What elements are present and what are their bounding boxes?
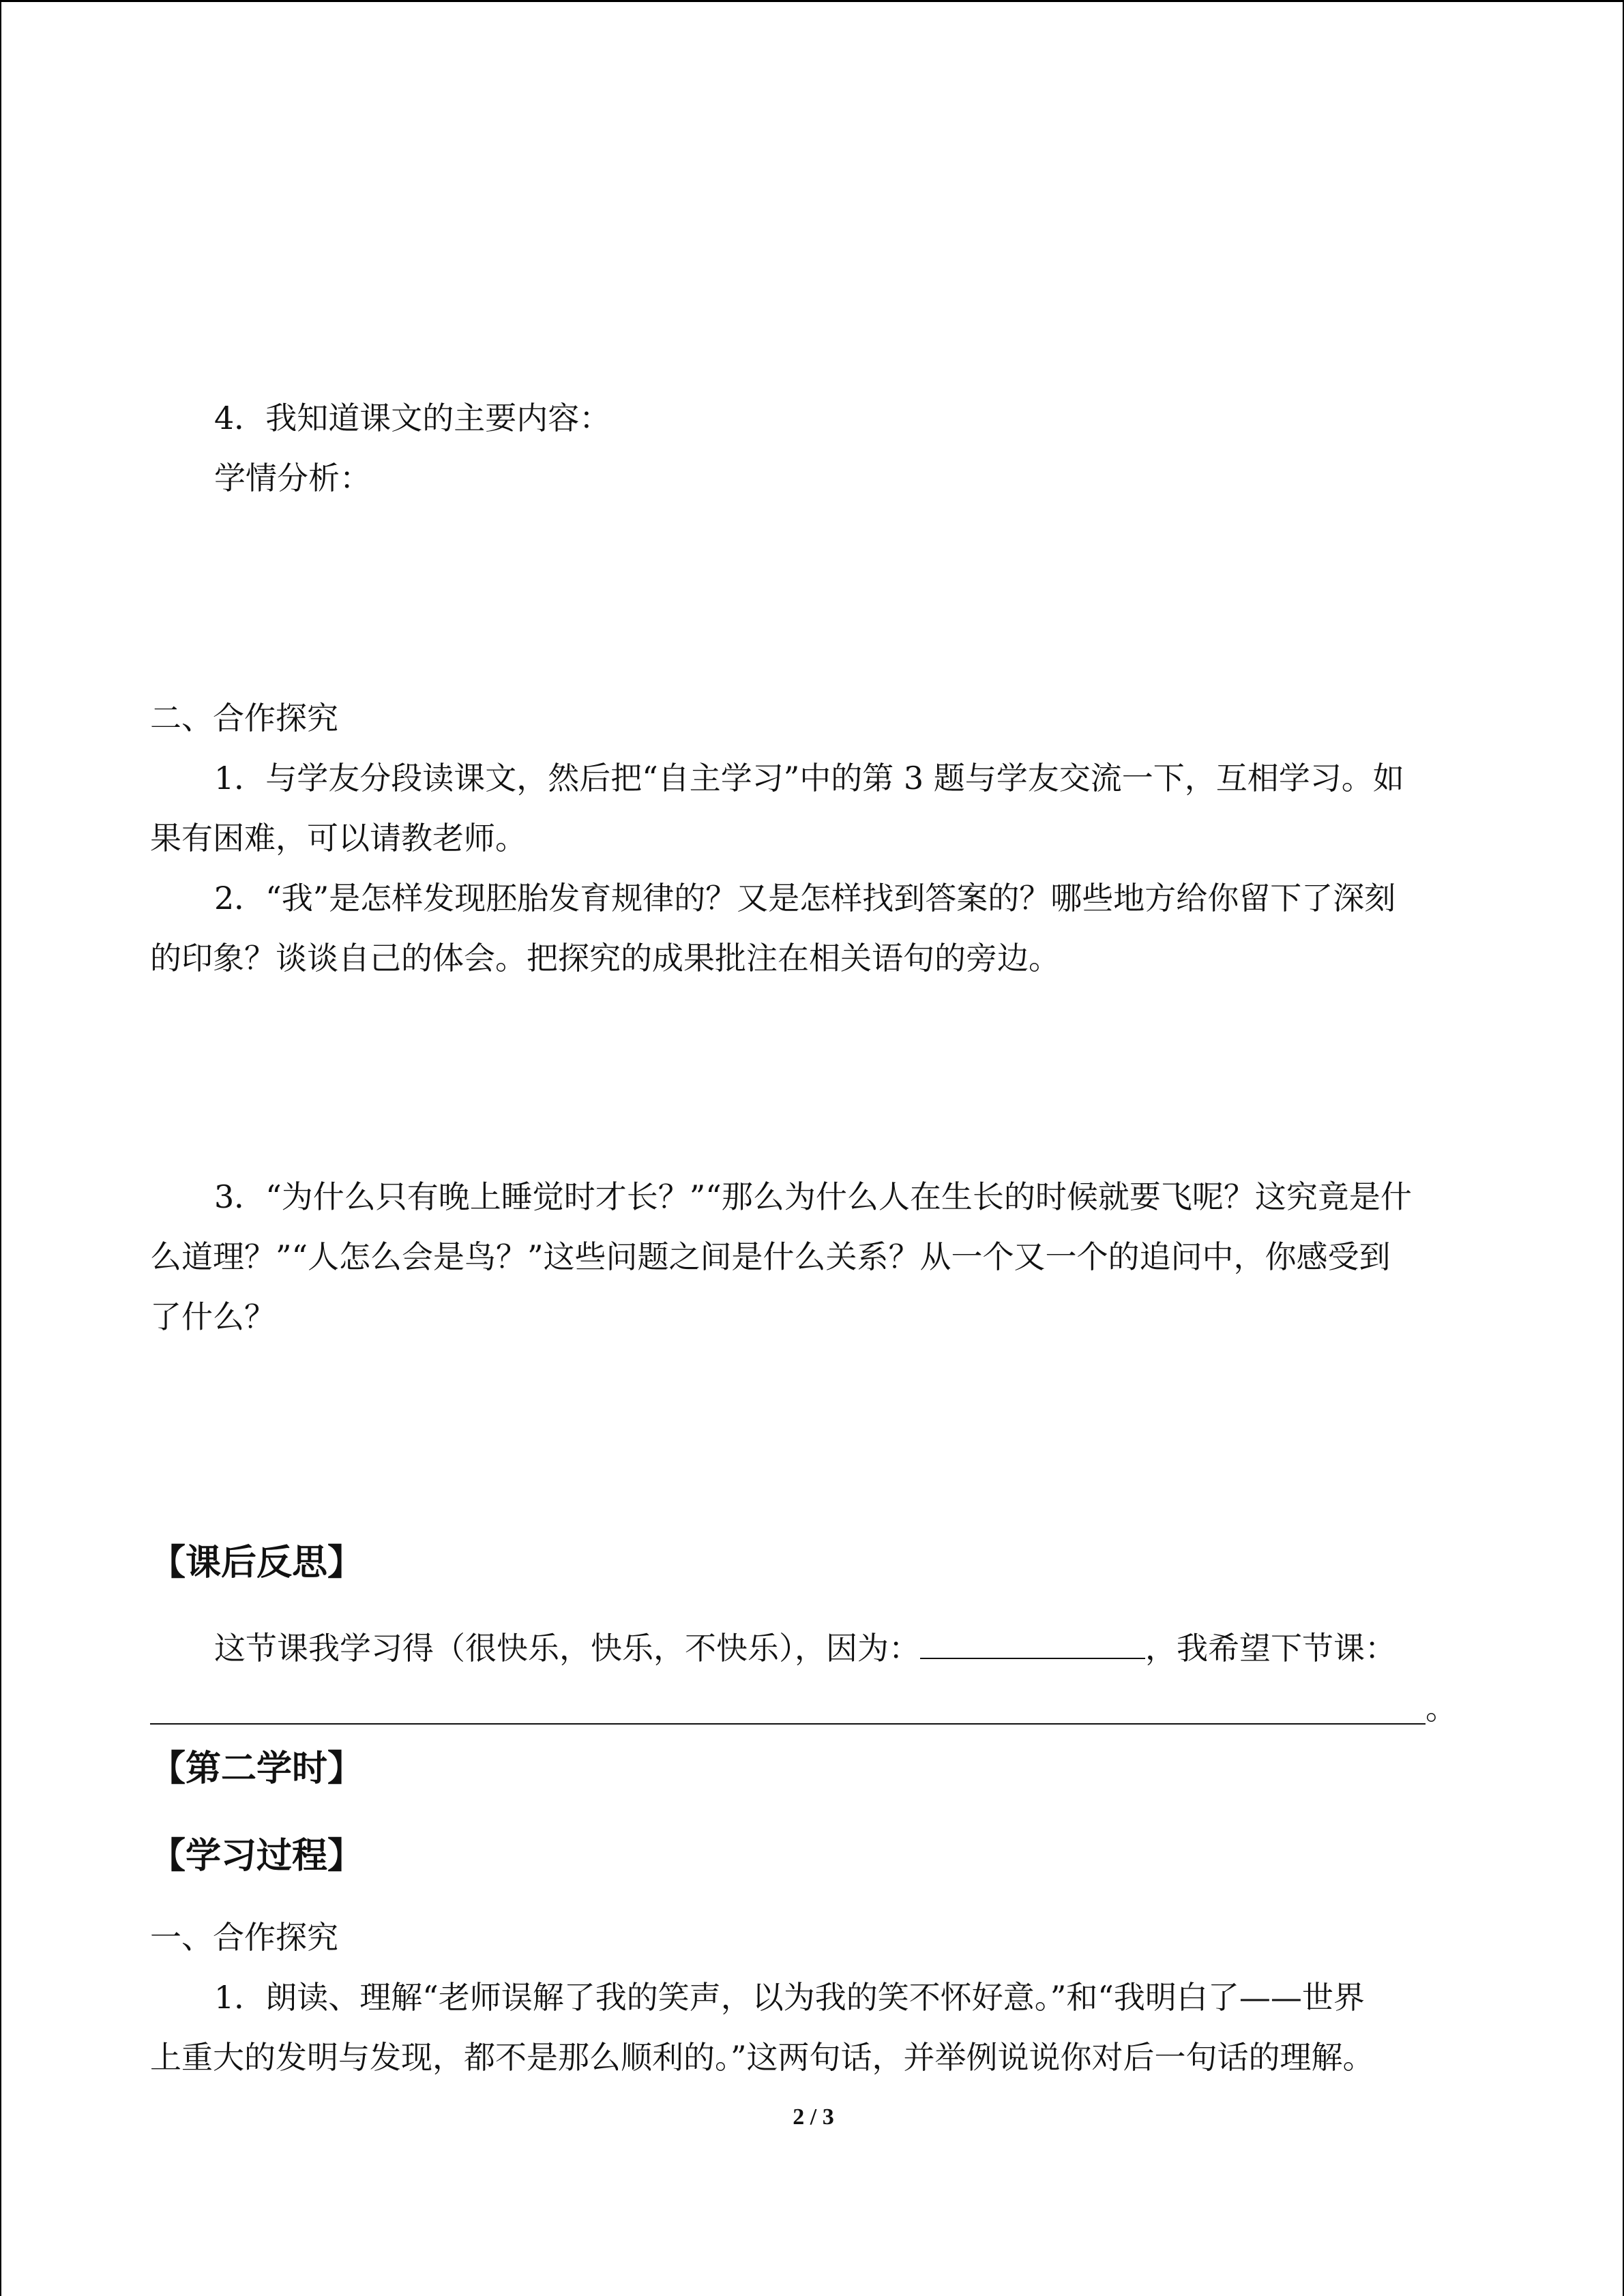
- hope-blank[interactable]: [150, 1723, 1426, 1725]
- coop-q2-line1: 2．“我”是怎样发现胚胎发育规律的？又是怎样找到答案的？哪些地方给你留下了深刻: [214, 880, 1396, 916]
- heading-reflection: 【课后反思】: [150, 1542, 364, 1583]
- page-number: 2 / 3: [793, 2104, 834, 2130]
- coop-q1-line1: 1．与学友分段读课文，然后把“自主学习”中的第 3 题与学友交流一下，互相学习。如: [214, 760, 1404, 796]
- question-4: 4．我知道课文的主要内容：: [214, 400, 611, 436]
- coop-q1-line2: 果有困难，可以请教老师。: [150, 820, 527, 856]
- reflection-sentence: [214, 1626, 1396, 1669]
- reflection-end-mark: 。: [1426, 1690, 1457, 1727]
- heading-second-period: 【第二学时】: [150, 1748, 364, 1789]
- coop-q3-line3: 了什么？: [150, 1298, 276, 1335]
- process-q1-line1: 1．朗读、理解“老师误解了我的笑声，以为我的笑不怀好意。”和“我明白了——世界: [214, 1979, 1365, 2016]
- reflection-text-a: 这节课我学习得（很快乐，快乐，不快乐），因为：: [214, 1630, 920, 1667]
- analysis-label: 学情分析：: [214, 460, 371, 496]
- coop-q3-line1: 3．“为什么只有晚上睡觉时才长？”“那么为什么人在生长的时候就要飞呢？这究竟是什: [214, 1178, 1412, 1215]
- section-heading-cooperation-2: 一、合作探究: [150, 1919, 338, 1956]
- reflection-text-b: ，我希望下节课：: [1145, 1630, 1396, 1667]
- section-heading-cooperation: 二、合作探究: [150, 700, 338, 736]
- coop-q3-line2: 么道理？”“人怎么会是鸟？”这些问题之间是什么关系？从一个又一个的追问中，你感受到: [150, 1238, 1391, 1275]
- reason-blank[interactable]: [920, 1626, 1145, 1659]
- heading-learning-process: 【学习过程】: [150, 1836, 364, 1877]
- coop-q2-line2: 的印象？谈谈自己的体会。把探究的成果批注在相关语句的旁边。: [150, 940, 1060, 976]
- process-q1-line2: 上重大的发明与发现，都不是那么顺利的。”这两句话，并举例说说你对后一句话的理解。: [150, 2039, 1374, 2076]
